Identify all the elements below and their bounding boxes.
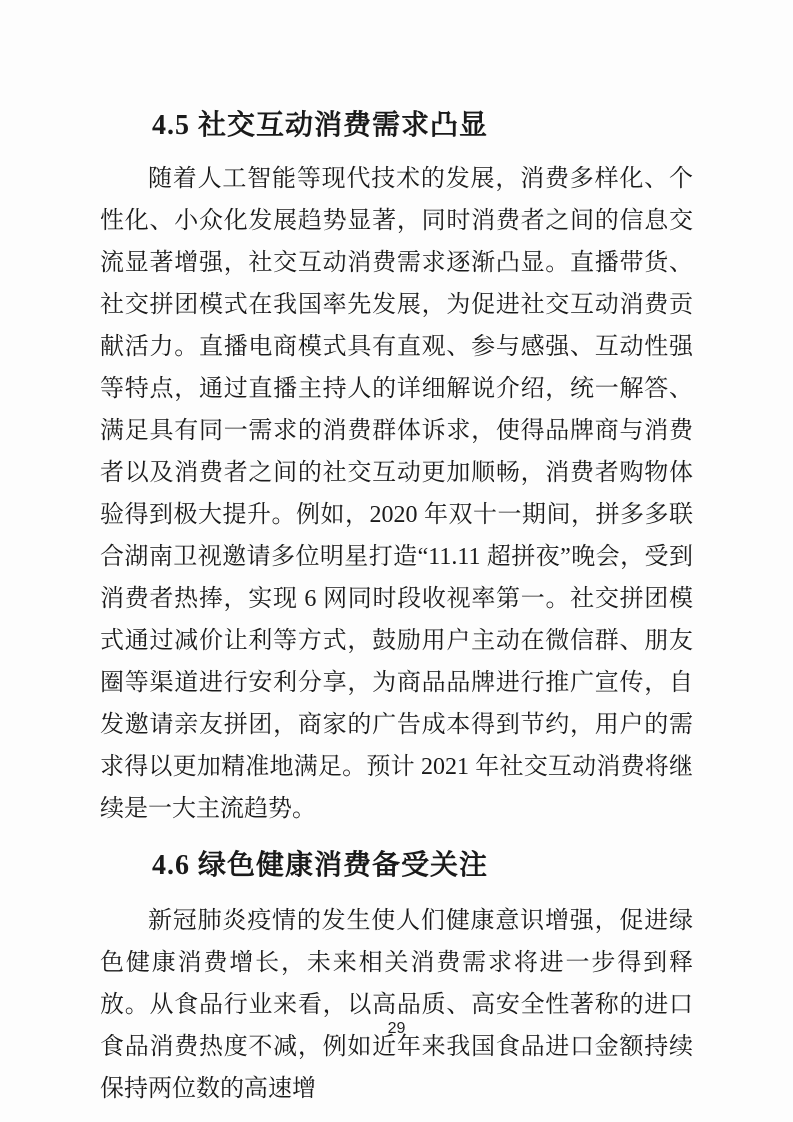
paragraph-social-interaction: 随着人工智能等现代技术的发展，消费多样化、个性化、小众化发展趋势显著，同时消费者之间的信息交流显著增强，社交互动消费需求逐渐凸显。直播带货、社交拼团模式在我国率先发展，为促进社交互动消费贡献活力。直播电商模式具有直观、参与感强、互动性强等特点，通过直播主持人的详细解说介绍，统一解答、满足具有同一需求的消费群体诉求，使得品牌商与消费者以及消费者之间的社交互动更加顺畅，消费者购物体验得到极大提升。例如，2020 年双十一期间，拼多多联合湖南卫视邀请多位明星打造“11.11 超拼夜”晚会，受到消费者热捧，实现 6 网同时段收视率第一。社交拼团模式通过减价让利等方式，鼓励用户主动在微信群、朋友圈等渠道进行安利分享，为商品品牌进行推广宣传，自发邀请亲友拼团，商家的广告成本得到节约，用户的需求得以更加精准地满足。预计 2021 年社交互动消费将继续是一大主流趋势。 xyxy=(100,166,693,822)
section-heading-4-6: 4.6 绿色健康消费备受关注 xyxy=(152,850,489,881)
page-content xyxy=(100,104,693,1110)
page-number: 29 xyxy=(387,1020,406,1037)
section-heading-4-5: 4.5 社交互动消费需求凸显 xyxy=(152,110,489,141)
paragraph-green-health: 新冠肺炎疫情的发生使人们健康意识增强，促进绿色健康消费增长，未来相关消费需求将进一步得到释放。从食品行业来看，以高品质、高安全性著称的进口食品消费热度不减，例如近年来我国食品进口金额持续保持两位数的高速增 xyxy=(100,908,693,1102)
